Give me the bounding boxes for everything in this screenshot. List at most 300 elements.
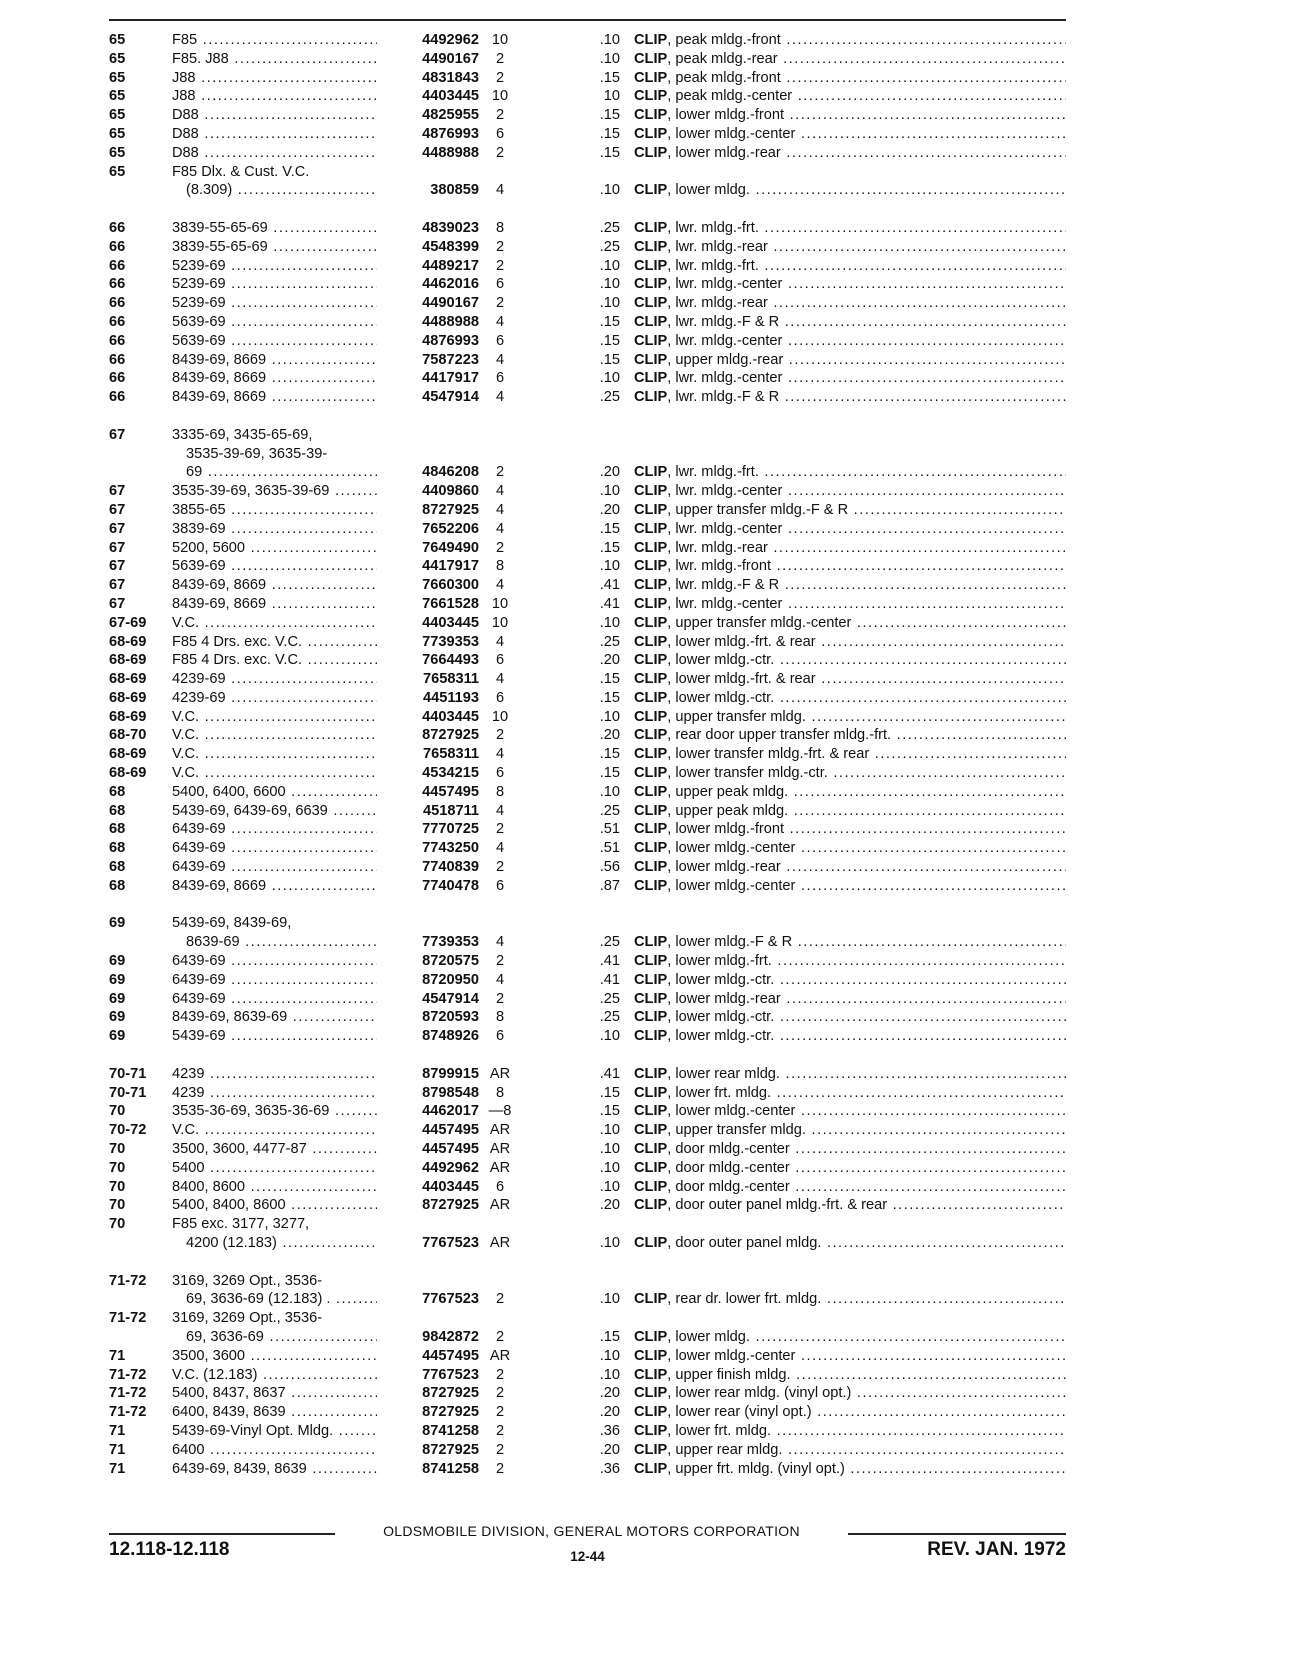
- parts-row: [109, 764, 1066, 783]
- parts-row: [109, 745, 1066, 764]
- description-text: , upper peak mldg.: [667, 783, 789, 800]
- model-application: 8639-69 .....: [172, 933, 377, 952]
- part-number: 4518711: [422, 802, 479, 819]
- quantity: 2: [495, 238, 505, 255]
- year: 71: [109, 1460, 126, 1477]
- unit-price: .41: [599, 595, 620, 612]
- parts-row: [109, 1027, 1066, 1046]
- year: 68-70: [109, 727, 147, 744]
- model-application: 5439-69 .....: [172, 1027, 377, 1046]
- part-name: CLIP: [634, 1028, 668, 1045]
- quantity: 4: [495, 389, 505, 406]
- part-number: 7649490: [422, 539, 479, 556]
- quantity: 2: [495, 257, 505, 274]
- model-application: 3535-36-69, 3635-36-69 .....: [172, 1102, 377, 1121]
- division-name: OLDSMOBILE DIVISION, GENERAL MOTORS CORPORATION: [383, 1523, 800, 1539]
- part-description: [634, 275, 1066, 294]
- part-name: CLIP: [634, 1009, 668, 1026]
- unit-price: .25: [599, 633, 620, 650]
- quantity: 10: [491, 88, 509, 105]
- quantity: 8: [495, 219, 505, 236]
- part-number: 4825955: [422, 107, 479, 124]
- parts-row: [109, 1121, 1066, 1140]
- year: 66: [109, 276, 126, 293]
- part-name: CLIP: [634, 276, 668, 293]
- part-description: [634, 1140, 1066, 1159]
- part-name: CLIP: [634, 558, 668, 575]
- parts-row: [109, 952, 1066, 971]
- part-number: 4417917: [422, 370, 479, 387]
- part-name: CLIP: [634, 501, 668, 518]
- part-number: 8741258: [422, 1422, 479, 1439]
- parts-row: [109, 1347, 1066, 1366]
- year: 67: [109, 520, 126, 537]
- part-description: [634, 1366, 1066, 1385]
- year: 70-72: [109, 1122, 147, 1139]
- part-number: 4492962: [422, 32, 479, 48]
- part-name: CLIP: [634, 689, 668, 706]
- quantity: 2: [495, 464, 505, 481]
- year: 69: [109, 1028, 126, 1045]
- part-description: [634, 369, 1066, 388]
- part-description: [634, 501, 1066, 520]
- year: 67: [109, 483, 126, 500]
- unit-price: .25: [599, 389, 620, 406]
- part-name: CLIP: [634, 370, 668, 387]
- parts-row: [109, 557, 1066, 576]
- part-name: CLIP: [634, 859, 668, 876]
- part-number: 4457495: [422, 1141, 479, 1158]
- parts-row: [109, 877, 1066, 896]
- part-name: CLIP: [634, 125, 668, 142]
- part-number: 4462017: [422, 1103, 479, 1120]
- part-number: 4403445: [422, 708, 479, 725]
- parts-list: [109, 31, 1066, 1478]
- part-number: 8727925: [422, 501, 479, 518]
- model-application: 5239-69 .....: [172, 257, 377, 276]
- year: 71: [109, 1441, 126, 1458]
- description-text: , lower mldg.-frt. & rear: [667, 671, 816, 688]
- parts-row: [109, 50, 1066, 69]
- quantity: 4: [495, 802, 505, 819]
- unit-price: .15: [599, 671, 620, 688]
- description-text: , upper transfer mldg.-F & R: [667, 501, 849, 518]
- unit-price: 10: [603, 88, 620, 105]
- part-name: CLIP: [634, 1197, 668, 1214]
- quantity: 4: [495, 746, 505, 763]
- part-name: CLIP: [634, 107, 668, 124]
- unit-price: .10: [599, 783, 620, 800]
- description-text: , lower rear mldg. (vinyl opt.): [667, 1385, 852, 1402]
- year: 67: [109, 539, 126, 556]
- parts-row: [109, 238, 1066, 257]
- part-number: 4489217: [422, 257, 479, 274]
- unit-price: .51: [599, 821, 620, 838]
- year: 70-71: [109, 1084, 147, 1101]
- description-text: , peak mldg.-front: [667, 32, 781, 48]
- part-number: 7664493: [422, 652, 479, 669]
- quantity: 2: [495, 1422, 505, 1439]
- part-description: [634, 1121, 1066, 1140]
- part-number: 4839023: [422, 219, 479, 236]
- year: 67: [109, 577, 126, 594]
- description-text: , lwr. mldg.-frt.: [667, 257, 759, 274]
- part-number: 4488988: [422, 144, 479, 161]
- part-name: CLIP: [634, 595, 668, 612]
- unit-price: .15: [599, 689, 620, 706]
- unit-price: .10: [599, 295, 620, 312]
- unit-price: .56: [599, 859, 620, 876]
- part-description: [634, 858, 1066, 877]
- parts-row: [109, 820, 1066, 839]
- year: 68-69: [109, 765, 147, 782]
- model-application: 3500, 3600 .....: [172, 1347, 377, 1366]
- quantity: —8: [488, 1103, 512, 1120]
- quantity: 8: [495, 783, 505, 800]
- year: 67: [109, 426, 126, 443]
- description-text: , lower mldg.-center: [667, 877, 796, 894]
- part-name: CLIP: [634, 971, 668, 988]
- part-number: 8720950: [422, 971, 479, 988]
- model-application: 5200, 5600 .....: [172, 539, 377, 558]
- year: 70: [109, 1216, 126, 1233]
- part-number: 8720575: [422, 953, 479, 970]
- description-text: , lower transfer mldg.-ctr.: [667, 765, 828, 782]
- part-name: CLIP: [634, 652, 668, 669]
- description-text: , lower rear (vinyl opt.): [667, 1404, 812, 1421]
- model-application: 3169, 3269 Opt., 3536-: [172, 1272, 323, 1289]
- part-description: [634, 69, 1066, 88]
- year: 65: [109, 107, 126, 124]
- model-application: 3839-55-65-69 .....: [172, 238, 377, 257]
- part-description: [634, 238, 1066, 257]
- part-description: [634, 971, 1066, 990]
- part-name: CLIP: [634, 1404, 668, 1421]
- unit-price: .10: [599, 1028, 620, 1045]
- part-description: [634, 31, 1066, 50]
- part-name: CLIP: [634, 877, 668, 894]
- part-number: 9842872: [422, 1328, 479, 1345]
- year: 70: [109, 1159, 126, 1176]
- section-number: 12.118-12.118: [109, 1539, 230, 1560]
- parts-row: [109, 726, 1066, 745]
- quantity: AR: [489, 1122, 511, 1139]
- part-name: CLIP: [634, 539, 668, 556]
- description-text: , upper transfer mldg.-center: [667, 614, 852, 631]
- quantity: 8: [495, 558, 505, 575]
- part-name: CLIP: [634, 50, 668, 67]
- year: 69: [109, 971, 126, 988]
- quantity: 2: [495, 144, 505, 161]
- description-text: , lower mldg.-rear: [667, 144, 781, 161]
- part-name: CLIP: [634, 1065, 668, 1082]
- parts-row: [109, 614, 1066, 633]
- part-description: [634, 990, 1066, 1009]
- quantity: 2: [495, 1404, 505, 1421]
- model-application: 4200 (12.183) .....: [172, 1234, 377, 1253]
- unit-price: .10: [599, 483, 620, 500]
- unit-price: .20: [599, 464, 620, 481]
- description-text: , lwr. mldg.-front: [667, 558, 772, 575]
- parts-row: [109, 708, 1066, 727]
- description-text: , upper finish mldg.: [667, 1366, 791, 1383]
- part-number: 4417917: [422, 558, 479, 575]
- unit-price: .15: [599, 69, 620, 86]
- year: 68: [109, 783, 126, 800]
- description-text: , lower mldg.-ctr.: [667, 1009, 775, 1026]
- part-description: [634, 1234, 1066, 1253]
- parts-row: [109, 369, 1066, 388]
- part-description: [634, 877, 1066, 896]
- description-text: , peak mldg.-front: [667, 69, 781, 86]
- model-application: 3839-69 .....: [172, 520, 377, 539]
- quantity: 4: [495, 182, 505, 199]
- part-name: CLIP: [634, 313, 668, 330]
- year: 71-72: [109, 1310, 147, 1327]
- year: 71: [109, 1422, 126, 1439]
- description-text: , lower mldg.-ctr.: [667, 1028, 775, 1045]
- parts-row: [109, 858, 1066, 877]
- parts-row: [109, 1460, 1066, 1479]
- parts-row: [109, 933, 1066, 952]
- quantity: 4: [495, 520, 505, 537]
- parts-row: [109, 144, 1066, 163]
- unit-price: .15: [599, 1084, 620, 1101]
- unit-price: .20: [599, 652, 620, 669]
- part-number: 8727925: [422, 1197, 479, 1214]
- unit-price: .25: [599, 934, 620, 951]
- unit-price: .10: [599, 1235, 620, 1251]
- part-number: 8727925: [422, 1385, 479, 1402]
- part-name: CLIP: [634, 1084, 668, 1101]
- quantity: 4: [495, 633, 505, 650]
- quantity: 8: [495, 1009, 505, 1026]
- description-text: , lwr. mldg.-rear: [667, 539, 768, 556]
- quantity: 2: [495, 1441, 505, 1458]
- part-name: CLIP: [634, 32, 668, 48]
- unit-price: .20: [599, 501, 620, 518]
- quantity: 8: [495, 1084, 505, 1101]
- model-application: 6439-69 .....: [172, 858, 377, 877]
- parts-row: [109, 388, 1066, 407]
- year: 65: [109, 69, 126, 86]
- description-text: , door mldg.-center: [667, 1141, 790, 1158]
- part-number: 4547914: [422, 990, 479, 1007]
- part-description: [634, 1084, 1066, 1103]
- part-name: CLIP: [634, 783, 668, 800]
- unit-price: .10: [599, 1141, 620, 1158]
- year: 71-72: [109, 1272, 147, 1289]
- part-description: [634, 1065, 1066, 1084]
- parts-row: [109, 576, 1066, 595]
- quantity: 6: [495, 332, 505, 349]
- description-text: , lwr. mldg.-frt.: [667, 219, 759, 236]
- unit-price: .20: [599, 1404, 620, 1421]
- quantity: 4: [495, 671, 505, 688]
- unit-price: .10: [599, 558, 620, 575]
- model-application: 69, 3636-69 .....: [172, 1328, 377, 1347]
- part-description: [634, 576, 1066, 595]
- model-application: J88 .....: [172, 69, 377, 88]
- part-name: CLIP: [634, 1122, 668, 1139]
- part-description: [634, 1460, 1066, 1479]
- parts-row: [109, 87, 1066, 106]
- part-name: CLIP: [634, 1385, 668, 1402]
- model-application: 6439-69 .....: [172, 952, 377, 971]
- part-name: CLIP: [634, 182, 668, 199]
- model-application: 8400, 8600 .....: [172, 1178, 377, 1197]
- quantity: 2: [495, 821, 505, 838]
- year: 68: [109, 840, 126, 857]
- part-number: 7658311: [422, 746, 479, 763]
- model-application: 5400, 6400, 6600 .....: [172, 783, 377, 802]
- year: 65: [109, 163, 126, 180]
- year: 70: [109, 1178, 126, 1195]
- quantity: 2: [495, 859, 505, 876]
- quantity: 6: [495, 689, 505, 706]
- unit-price: .10: [599, 1366, 620, 1383]
- model-application: 5639-69 .....: [172, 557, 377, 576]
- unit-price: .10: [599, 614, 620, 631]
- quantity: AR: [489, 1159, 511, 1176]
- part-description: [634, 708, 1066, 727]
- model-application: 8439-69, 8669 .....: [172, 595, 377, 614]
- description-text: , door outer panel mldg.: [667, 1235, 822, 1251]
- parts-row: [109, 633, 1066, 652]
- description-text: , rear dr. lower frt. mldg.: [667, 1291, 822, 1308]
- quantity: AR: [489, 1347, 511, 1364]
- year: 67-69: [109, 614, 147, 631]
- parts-row: [109, 689, 1066, 708]
- parts-row: [109, 351, 1066, 370]
- description-text: , door mldg.-center: [667, 1178, 790, 1195]
- part-description: [634, 50, 1066, 69]
- parts-row: [109, 1422, 1066, 1441]
- parts-row: [109, 1065, 1066, 1084]
- quantity: AR: [489, 1065, 511, 1082]
- unit-price: .10: [599, 1159, 620, 1176]
- year: 65: [109, 88, 126, 105]
- quantity: 6: [495, 1028, 505, 1045]
- year: 67: [109, 595, 126, 612]
- parts-row: [109, 69, 1066, 88]
- part-number: 8798548: [422, 1084, 479, 1101]
- quantity: 2: [495, 107, 505, 124]
- model-application: 3335-69, 3435-65-69,: [172, 426, 313, 443]
- year: 66: [109, 238, 126, 255]
- model-application: F85. J88 .....: [172, 50, 377, 69]
- year: 66: [109, 257, 126, 274]
- model-application: (8.309) .....: [172, 181, 377, 200]
- part-description: [634, 388, 1066, 407]
- part-name: CLIP: [634, 520, 668, 537]
- unit-price: .15: [599, 539, 620, 556]
- model-application: 5439-69, 8439-69,: [172, 915, 292, 932]
- model-application: 5439-69-Vinyl Opt. Mldg. .....: [172, 1422, 377, 1441]
- part-description: [634, 482, 1066, 501]
- quantity: 10: [491, 708, 509, 725]
- model-application: V.C. (12.183) .....: [172, 1366, 377, 1385]
- parts-row-continued: [109, 1215, 1066, 1234]
- part-description: [634, 294, 1066, 313]
- part-number: 7767523: [422, 1235, 479, 1251]
- model-application: F85 .....: [172, 31, 377, 50]
- parts-row: [109, 31, 1066, 50]
- model-application: F85 exc. 3177, 3277,: [172, 1216, 310, 1233]
- year: 70-71: [109, 1065, 147, 1082]
- description-text: , upper transfer mldg.: [667, 708, 806, 725]
- description-text: , lower mldg.: [667, 182, 750, 199]
- description-text: , lower mldg.-ctr.: [667, 971, 775, 988]
- year: 67: [109, 558, 126, 575]
- part-description: [634, 670, 1066, 689]
- model-application: V.C. .....: [172, 745, 377, 764]
- unit-price: .10: [599, 32, 620, 48]
- part-name: CLIP: [634, 614, 668, 631]
- unit-price: .20: [599, 727, 620, 744]
- year: 65: [109, 32, 126, 48]
- unit-price: .15: [599, 351, 620, 368]
- part-name: CLIP: [634, 1328, 668, 1345]
- description-text: , lwr. mldg.-center: [667, 332, 783, 349]
- part-description: [634, 257, 1066, 276]
- unit-price: .15: [599, 746, 620, 763]
- parts-row: [109, 463, 1066, 482]
- part-number: 4403445: [422, 614, 479, 631]
- parts-row-continued: [109, 1309, 1066, 1328]
- part-number: 4403445: [422, 88, 479, 105]
- year: 66: [109, 332, 126, 349]
- description-text: , lower mldg.-frt. & rear: [667, 633, 816, 650]
- quantity: AR: [489, 1197, 511, 1214]
- parts-row: [109, 501, 1066, 520]
- description-text: , lower mldg.: [667, 1328, 750, 1345]
- part-name: CLIP: [634, 1366, 668, 1383]
- model-application: 4239-69 .....: [172, 689, 377, 708]
- parts-row: [109, 219, 1066, 238]
- model-application: 5639-69 .....: [172, 332, 377, 351]
- description-text: , lwr. mldg.-center: [667, 595, 783, 612]
- description-text: , lwr. mldg.-frt.: [667, 464, 759, 481]
- description-text: , upper mldg.-rear: [667, 351, 784, 368]
- parts-row: [109, 971, 1066, 990]
- part-name: CLIP: [634, 464, 668, 481]
- part-description: [634, 219, 1066, 238]
- part-description: [634, 1347, 1066, 1366]
- quantity: 2: [495, 539, 505, 556]
- part-name: CLIP: [634, 1141, 668, 1158]
- part-name: CLIP: [634, 295, 668, 312]
- part-name: CLIP: [634, 1422, 668, 1439]
- year: 68: [109, 821, 126, 838]
- unit-price: .41: [599, 953, 620, 970]
- quantity: 4: [495, 934, 505, 951]
- model-application: 4239 .....: [172, 1065, 377, 1084]
- model-application: 4239-69 .....: [172, 670, 377, 689]
- model-application: 6439-69 .....: [172, 990, 377, 1009]
- quantity: 2: [495, 953, 505, 970]
- part-number: 7770725: [422, 821, 479, 838]
- part-description: [634, 689, 1066, 708]
- year: 69: [109, 990, 126, 1007]
- model-application: 6439-69 .....: [172, 971, 377, 990]
- part-description: [634, 144, 1066, 163]
- part-description: [634, 1196, 1066, 1215]
- part-number: 7587223: [422, 351, 479, 368]
- part-name: CLIP: [634, 934, 668, 951]
- parts-row: [109, 783, 1066, 802]
- year: 69: [109, 953, 126, 970]
